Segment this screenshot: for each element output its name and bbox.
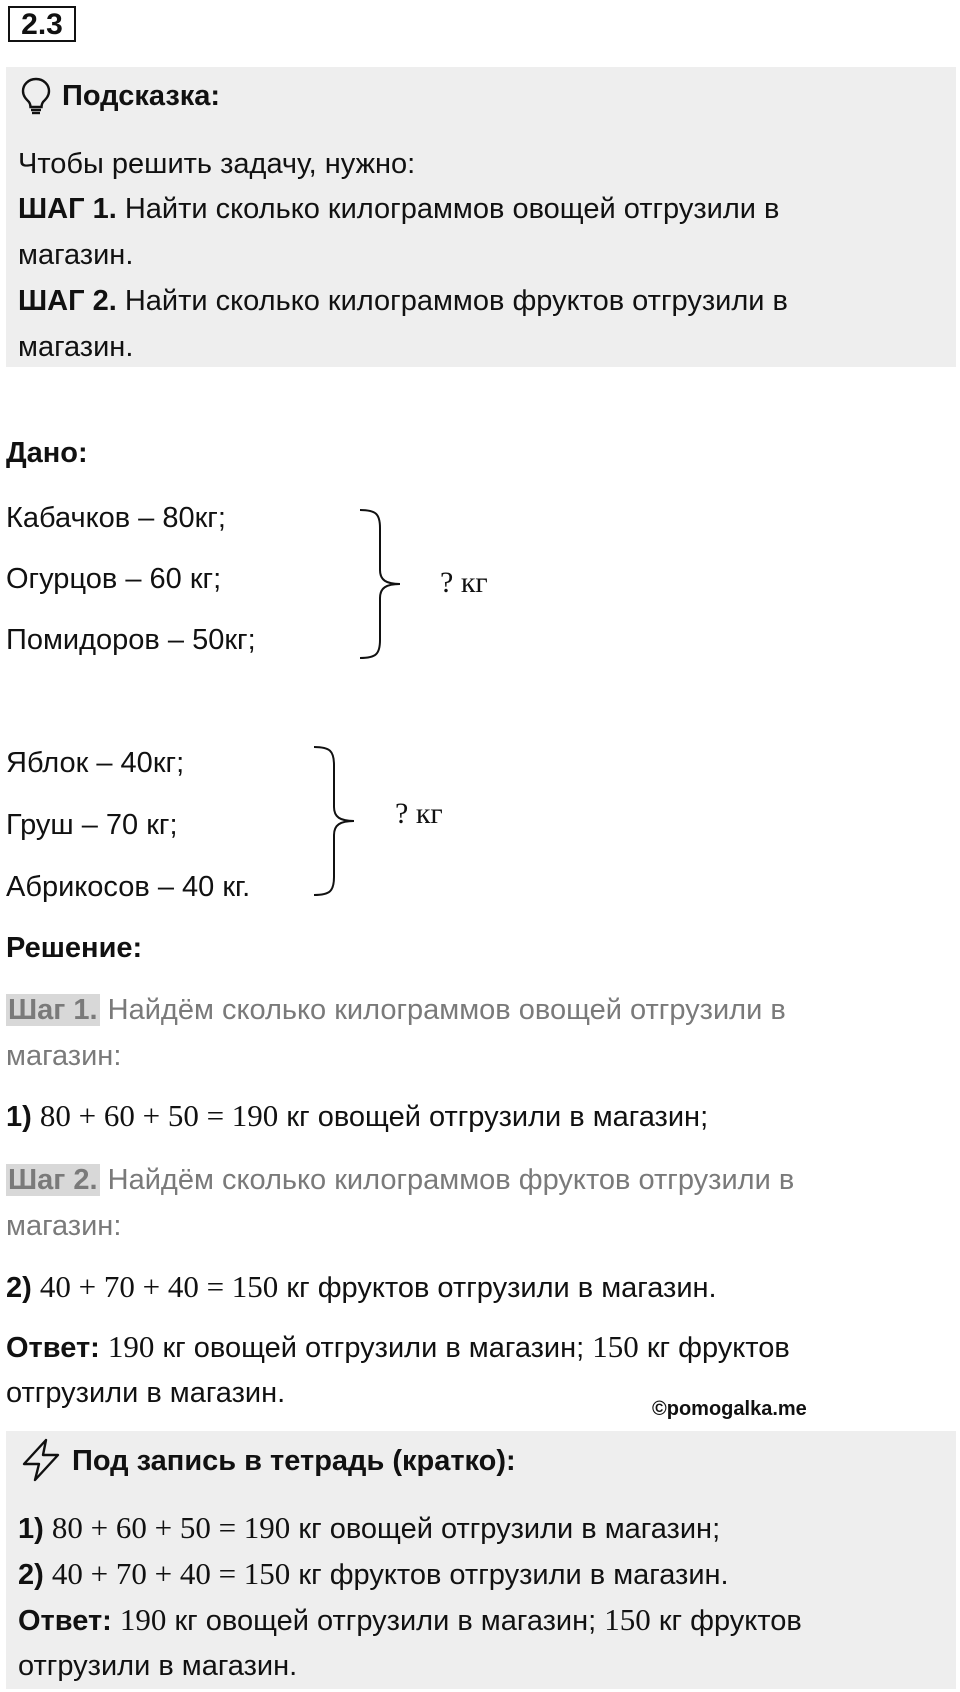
hint-step-2-text: Найти сколько килограммов фруктов отгрузили в bbox=[124, 285, 788, 317]
notebook-answer-value-2: 150 bbox=[604, 1602, 651, 1637]
hint-step-1 bbox=[18, 186, 779, 232]
solution-step-2-cont: магазин: bbox=[6, 1210, 122, 1242]
solution-step-1-cont: магазин: bbox=[6, 1040, 122, 1072]
given-vegetable-3: Помидоров – 50кг; bbox=[6, 624, 256, 656]
given-fruit-3: Абрикосов – 40 кг. bbox=[6, 871, 251, 903]
notebook-calc-1 bbox=[18, 1505, 720, 1552]
answer-text-2: кг фруктов bbox=[646, 1332, 790, 1364]
lightbulb-icon bbox=[20, 76, 52, 116]
notebook-answer bbox=[18, 1597, 802, 1644]
fruits-total: ? кг bbox=[395, 797, 443, 830]
solution-step-2-text: Найдём сколько килограммов фруктов отгрузили в bbox=[107, 1164, 795, 1196]
given-fruit-1: Яблок – 40кг; bbox=[6, 747, 185, 779]
vegetables-brace bbox=[358, 508, 404, 660]
notebook-calc-2-expression: 40 + 70 + 40 = 150 bbox=[51, 1556, 291, 1591]
answer-value-1: 190 bbox=[107, 1329, 155, 1364]
solution-answer bbox=[6, 1324, 790, 1371]
calc-1-number: 1) bbox=[6, 1101, 32, 1133]
given-fruit-2: Груш – 70 кг; bbox=[6, 809, 178, 841]
notebook-calc-2 bbox=[18, 1551, 729, 1598]
solution-step-2 bbox=[6, 1157, 794, 1203]
hint-title: Подсказка: bbox=[62, 80, 221, 112]
hint-step-1-text: Найти сколько килограммов овощей отгрузили в bbox=[124, 193, 780, 225]
solution-step-1 bbox=[6, 987, 786, 1033]
notebook-answer-text-1: кг овощей отгрузили в магазин; bbox=[174, 1605, 597, 1637]
hint-step-2 bbox=[18, 278, 788, 324]
answer-label: Ответ: bbox=[6, 1332, 100, 1364]
notebook-calc-2-number: 2) bbox=[18, 1559, 44, 1591]
answer-value-2: 150 bbox=[592, 1329, 639, 1364]
hint-step-1-cont: магазин. bbox=[18, 239, 134, 271]
notebook-answer-text-2: кг фруктов bbox=[658, 1605, 802, 1637]
solution-step-1-label: Шаг 1. bbox=[8, 994, 98, 1026]
calc-1-text: кг овощей отгрузили в магазин; bbox=[286, 1101, 709, 1133]
notebook-calc-2-text: кг фруктов отгрузили в магазин. bbox=[298, 1559, 729, 1591]
solution-calc-1 bbox=[6, 1093, 708, 1140]
solution-answer-cont: отгрузили в магазин. bbox=[6, 1377, 286, 1409]
notebook-calc-1-text: кг овощей отгрузили в магазин; bbox=[298, 1513, 721, 1545]
solution-calc-2 bbox=[6, 1264, 717, 1311]
notebook-calc-1-number: 1) bbox=[18, 1513, 44, 1545]
hint-step-2-label: ШАГ 2. bbox=[18, 285, 117, 317]
calc-2-text: кг фруктов отгрузили в магазин. bbox=[286, 1272, 717, 1304]
answer-text-1: кг овощей отгрузили в магазин; bbox=[162, 1332, 585, 1364]
given-vegetable-1: Кабачков – 80кг; bbox=[6, 502, 226, 534]
solution-title: Решение: bbox=[6, 932, 143, 964]
given-title: Дано: bbox=[6, 437, 88, 469]
fruits-brace bbox=[312, 745, 358, 897]
notebook-answer-value-1: 190 bbox=[119, 1602, 167, 1637]
notebook-calc-1-expression: 80 + 60 + 50 = 190 bbox=[51, 1510, 291, 1545]
solution-step-1-text: Найдём сколько килограммов овощей отгрузили в bbox=[107, 994, 786, 1026]
solution-step-2-label: Шаг 2. bbox=[8, 1164, 98, 1196]
task-number: 2.3 bbox=[8, 6, 76, 42]
notebook-answer-cont: отгрузили в магазин. bbox=[18, 1650, 298, 1682]
vegetables-total: ? кг bbox=[440, 566, 488, 599]
hint-intro: Чтобы решить задачу, нужно: bbox=[18, 148, 416, 180]
given-vegetable-2: Огурцов – 60 кг; bbox=[6, 563, 222, 595]
lightning-icon bbox=[20, 1438, 62, 1482]
notebook-answer-label: Ответ: bbox=[18, 1605, 112, 1637]
calc-1-expression: 80 + 60 + 50 = 190 bbox=[39, 1098, 279, 1133]
calc-2-number: 2) bbox=[6, 1272, 32, 1304]
hint-step-1-label: ШАГ 1. bbox=[18, 193, 117, 225]
watermark: ©pomogalka.me bbox=[652, 1398, 807, 1420]
hint-step-2-cont: магазин. bbox=[18, 331, 134, 363]
notebook-title: Под запись в тетрадь (кратко): bbox=[72, 1445, 516, 1477]
calc-2-expression: 40 + 70 + 40 = 150 bbox=[39, 1269, 279, 1304]
